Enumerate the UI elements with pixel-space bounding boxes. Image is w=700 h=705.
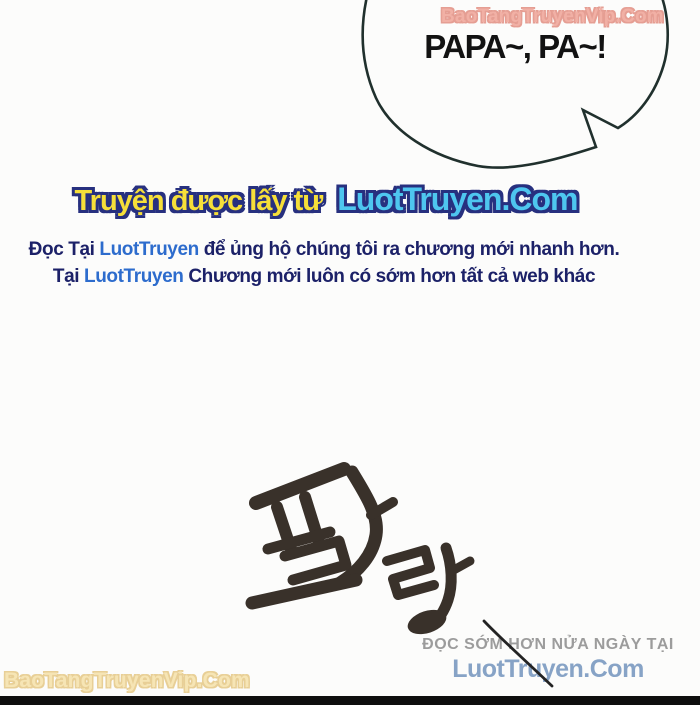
promo-title-prefix: Truyện được lấy từ xyxy=(74,185,323,217)
sfx-motion-line xyxy=(484,621,552,686)
promo-title-site: LuotTruyen.Com xyxy=(337,181,578,217)
watermark-top-right: BaoTangTruyenVip.Com xyxy=(441,6,664,27)
promo-line-1-site: LuotTruyen xyxy=(99,239,199,260)
promo-line-1-pre: Đọc Tại xyxy=(28,239,100,260)
sfx-ddallang xyxy=(252,469,470,639)
promo-line-1-post: để ủng hộ chúng tôi ra chương mới nhanh hơn. xyxy=(198,239,620,260)
footer-site: LuotTruyen.Com xyxy=(452,655,644,683)
footer-tagline: ĐỌC SỚM HƠN NỬA NGÀY TẠI xyxy=(422,636,674,653)
watermark-bottom-left: BaoTangTruyenVip.Com xyxy=(4,669,250,692)
promo-line-2-pre: Tại xyxy=(52,266,85,287)
speech-bubble xyxy=(363,0,668,168)
promo-line-2-post: Chương mới luôn có sớm hơn tất cả web khác xyxy=(183,266,596,287)
panel-bottom-border xyxy=(0,696,700,705)
promo-line-2-site: LuotTruyen xyxy=(84,266,184,287)
speech-bubble-text: PAPA~, PA~! xyxy=(424,28,606,65)
